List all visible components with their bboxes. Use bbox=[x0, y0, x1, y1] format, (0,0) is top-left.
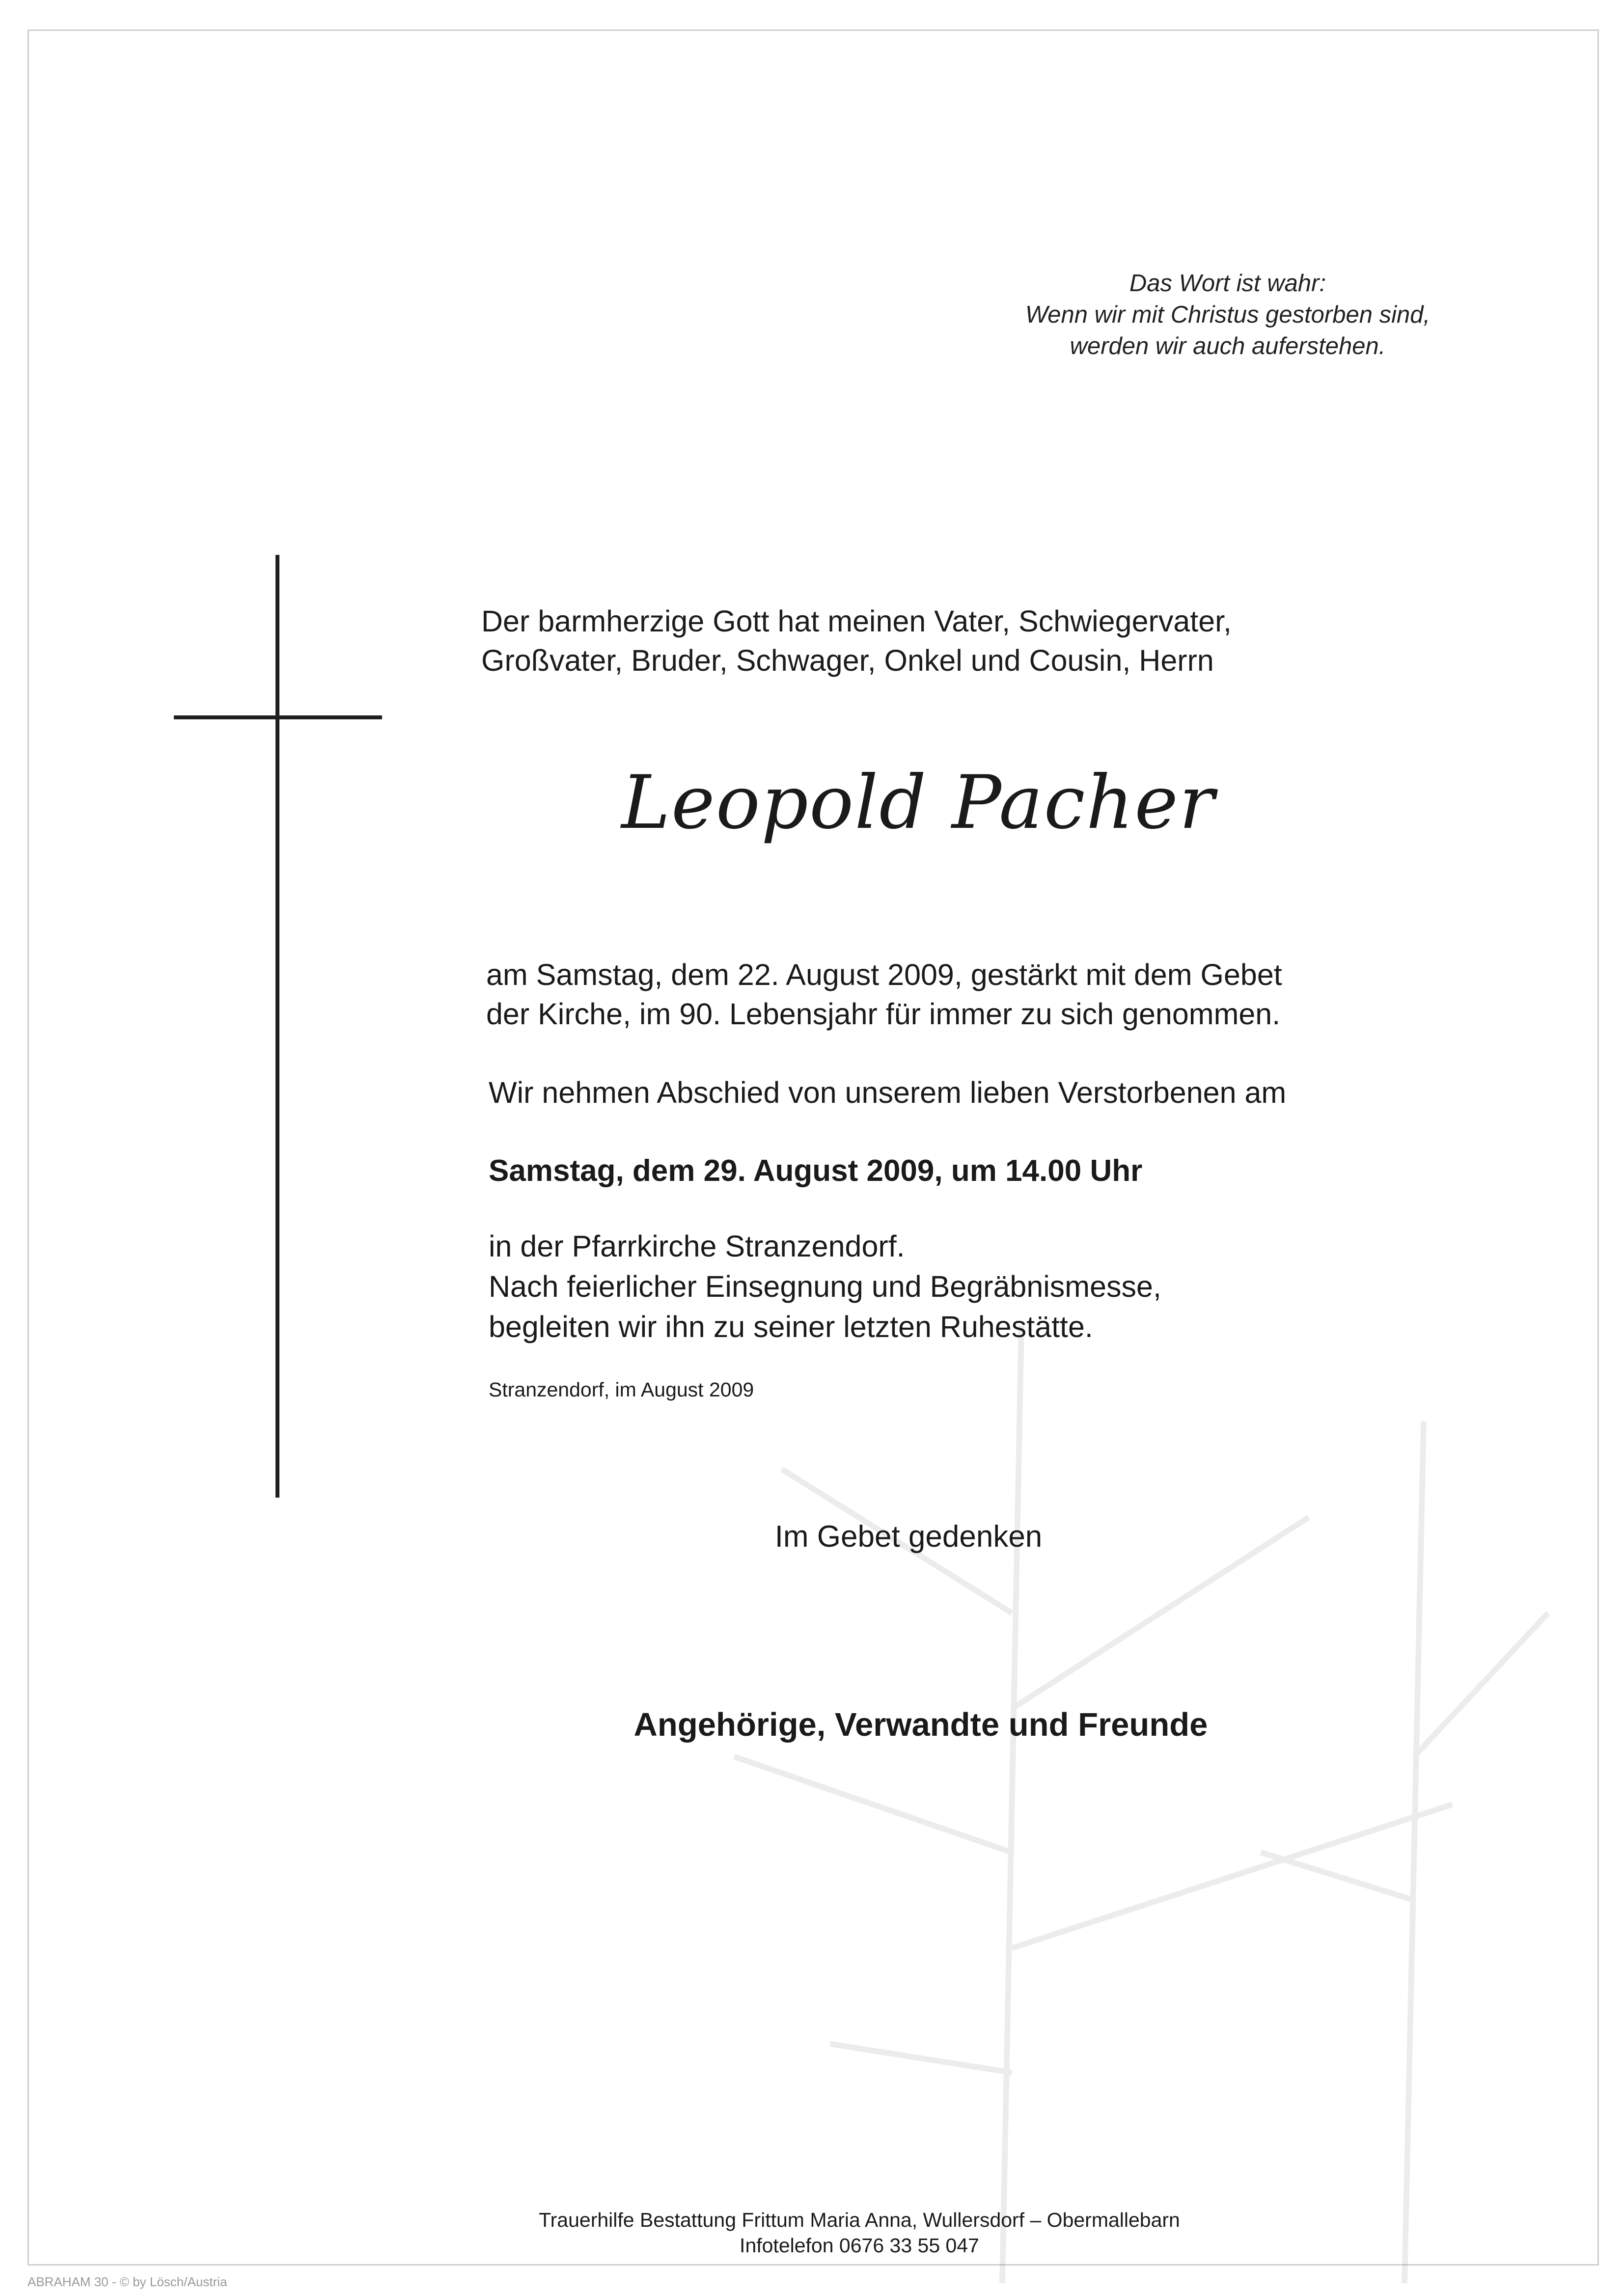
place-and-date: Stranzendorf, im August 2009 bbox=[489, 1378, 754, 1401]
funeral-line: Nach feierlicher Einsegnung und Begräbnismesse, bbox=[489, 1270, 1161, 1303]
death-notice bbox=[486, 955, 1517, 1034]
funeral-date-time: Samstag, dem 29. August 2009, um 14.00 Uhr bbox=[489, 1154, 1143, 1188]
motto-quote bbox=[933, 268, 1522, 362]
funeral-line: in der Pfarrkirche Stranzendorf. bbox=[489, 1230, 905, 1263]
cross-vertical-bar bbox=[275, 555, 279, 1498]
intro-text bbox=[481, 601, 1513, 680]
farewell-text: Wir nehmen Abschied von unserem lieben Verstorbenen am bbox=[489, 1076, 1287, 1109]
cross-horizontal-bar bbox=[174, 715, 382, 719]
funeral-line: begleiten wir ihn zu seiner letzten Ruhestätte. bbox=[489, 1310, 1093, 1343]
motto-line: Wenn wir mit Christus gestorben sind, bbox=[1025, 301, 1430, 328]
prayer-line: Im Gebet gedenken bbox=[774, 1520, 1043, 1554]
motto-line: werden wir auch auferstehen. bbox=[1070, 333, 1386, 359]
tree-watermark bbox=[638, 1326, 1596, 2283]
intro-line: Großvater, Bruder, Schwager, Onkel und Cousin, Herrn bbox=[481, 644, 1214, 677]
undertaker-line: Trauerhilfe Bestattung Frittum Maria Anna, Wullersdorf – Obermallebarn bbox=[539, 2209, 1180, 2231]
undertaker-info bbox=[442, 2207, 1277, 2258]
intro-line: Der barmherzige Gott hat meinen Vater, Schwiegervater, bbox=[481, 604, 1232, 638]
death-line: der Kirche, im 90. Lebensjahr für immer zu sich genommen. bbox=[486, 997, 1281, 1031]
template-imprint: ABRAHAM 30 - © by Lösch/Austria bbox=[28, 2274, 227, 2289]
motto-line: Das Wort ist wahr: bbox=[1129, 270, 1326, 297]
undertaker-phone: Infotelefon 0676 33 55 047 bbox=[740, 2234, 979, 2257]
death-line: am Samstag, dem 22. August 2009, gestärkt mit dem Gebet bbox=[486, 958, 1282, 991]
funeral-details bbox=[489, 1226, 1520, 1347]
deceased-name: Leopold Pacher bbox=[621, 760, 1215, 846]
mourners-signature: Angehörige, Verwandte und Freunde bbox=[633, 1706, 1208, 1743]
